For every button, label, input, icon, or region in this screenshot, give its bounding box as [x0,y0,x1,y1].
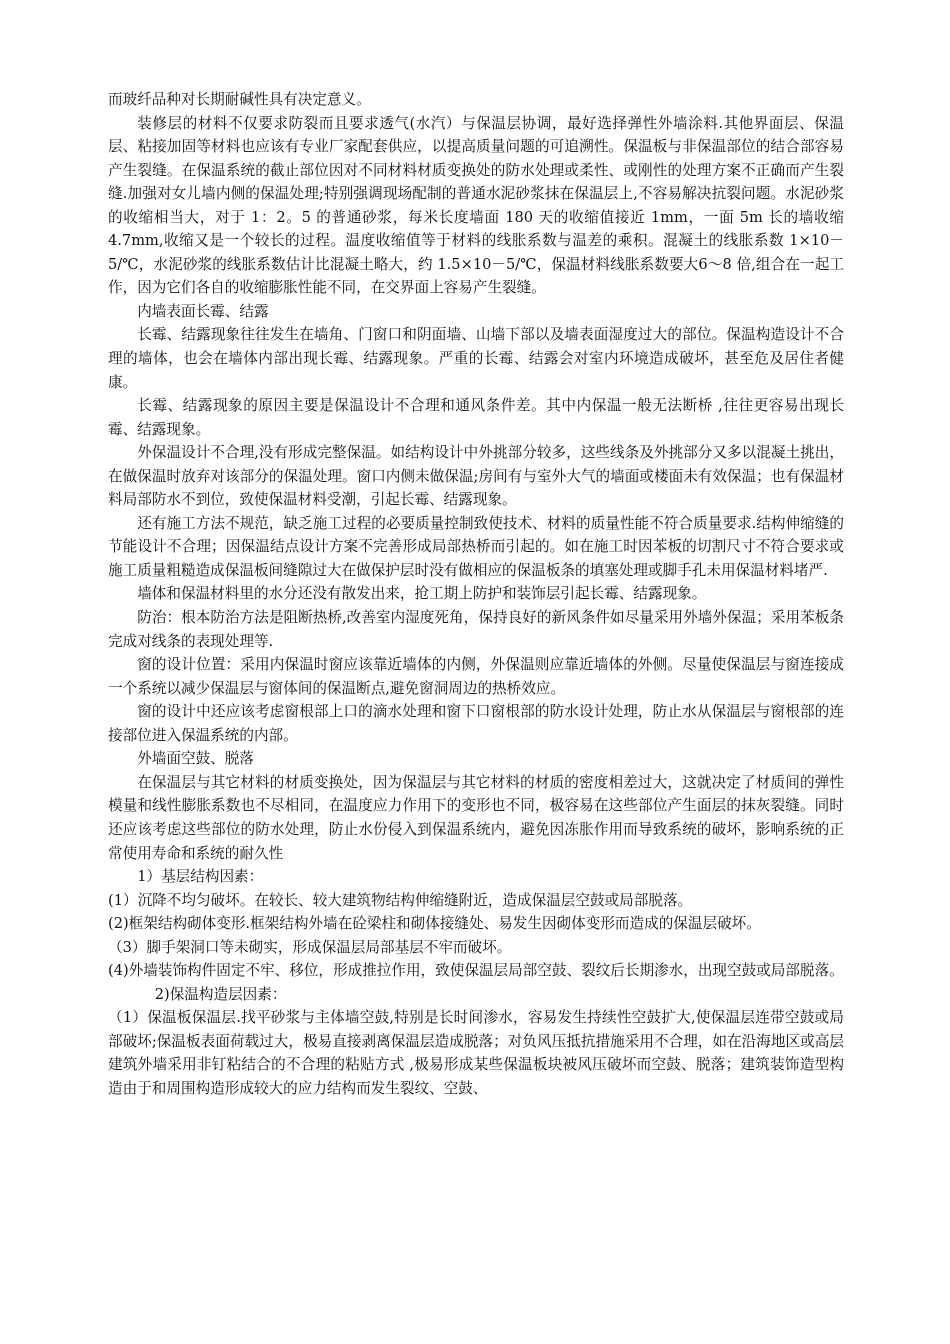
paragraph: 窗的设计中还应该考虑窗根部上口的滴水处理和窗下口窗根部的防水设计处理，防止水从保温层与窗根部的连接部位进入保温系统的内部。 [108,703,844,744]
section-heading: 外墙面空鼓、脱落 [137,750,254,768]
paragraph: 墙体和保温材料里的水分还没有散发出来，抢工期上防护和装饰层引起长霉、结露现象。 [137,585,707,603]
list-item: (2)框架结构砌体变形.框架结构外墙在砼梁柱和砌体接缝处、易发生因砌体变形而造成的保温层破坏。 [108,915,761,933]
list-item: （3）脚手架洞口等未砌实，形成保温层局部基层不牢而破坏。 [108,938,512,956]
paragraph: 长霉、结露现象往往发生在墙角、门窗口和阴面墙、山墙下部以及墙表面湿度过大的部位。保温构造设计不合理的墙体，也会在墙体内部出现长霉、结露现象。严重的长霉、结露会对室内环境造成破坏，甚至危及居住者健康。 [108,326,844,391]
list-item: (1）沉降不均匀破坏。在较长、较大建筑物结构伸缩缝附近，造成保温层空鼓或局部脱落。 [108,891,693,909]
paragraph: 外保温设计不合理,没有形成完整保温。如结构设计中外挑部分较多，这些线条及外挑部分又多以混凝土挑出，在做保温时放弃对该部分的保温处理。窗口内侧未做保温;房间有与室外大气的墙面或楼面未有效保温；也有保温材料局部防水不到位，致使保温材料受潮，引起长霉、结露现象。 [108,444,844,509]
paragraph: 还有施工方法不规范，缺乏施工过程的必要质量控制致使技术、材料的质量性能不符合质量要求.结构伸缩缝的节能设计不合理；因保温结点设计方案不完善形成局部热桥而引起的。如在施工时因苯板的切割尺寸不符合要求或施工质量粗糙造成保温板间缝隙过大在做保护层时没有做相应的保温板条的填塞处理或脚手孔未用保温材料堵严. [108,514,844,579]
section-heading: 内墙表面长霉、结露 [137,302,269,320]
subsection-heading: 2)保温构造层因素： [154,985,287,1003]
list-item: (4)外墙装饰构件固定不牢、移位，形成推拉作用，致使保温层局部空鼓、裂纹后长期渗水，出现空鼓或局部脱落。 [108,962,844,980]
paragraph: 而玻纤品种对长期耐碱性具有决定意义。 [108,91,371,108]
paragraph: 长霉、结露现象的原因主要是保温设计不合理和通风条件差。其中内保温一般无法断桥 ,往往更容易出现长霉、结露现象。 [108,397,844,438]
paragraph: 在保温层与其它材料的材质变换处，因为保温层与其它材料的材质的密度相差过大，这就决定了材质间的弹性模量和线性膨胀系数也不尽相同，在温度应力作用下的变形也不同，极容易在这些部位产生面层的抹灰裂缝。同时还应该考虑这些部位的防水处理，防止水份侵入到保温系统内，避免因冻胀作用而导致系统的破坏，影响系统的正常使用寿命和系统的耐久性 [108,773,844,862]
list-item: （1）保温板保温层.找平砂浆与主体墙空鼓,特别是长时间渗水，容易发生持续性空鼓扩大,使保温层连带空鼓或局部破坏;保温板表面荷载过大，极易直接剥离保温层造成脱落；对负风压抵抗措施采用不合理，如在沿海地区或高层建筑外墙采用非钉粘结合的不合理的粘贴方式 ,极易形成某些保温板块被风压破坏而空鼓、脱落；建筑装饰造型构造由于和周围构造形成较大的应力结构而发生裂纹、空鼓、 [108,1009,844,1097]
paragraph: 防治：根本防治方法是阻断热桥,改善室内湿度死角，保持良好的新风条件如尽量采用外墙外保温；采用苯板条完成对线条的表现处理等. [108,609,844,650]
paragraph: 窗的设计位置：采用内保温时窗应该靠近墙体的内侧，外保温则应靠近墙体的外侧。尽量使保温层与窗连接成一个系统以减少保温层与窗体间的保温断点,避免窗洞周边的热桥效应。 [108,656,844,697]
paragraph: 装修层的材料不仅要求防裂而且要求透气(水汽）与保温层协调，最好选择弹性外墙涂料.其他界面层、保温层、粘接加固等材料也应该有专业厂家配套供应，以提高质量问题的可追溯性。保温板与非保温部位的结合部容易产生裂缝。在保温系统的截止部位因对不同材料材质变换处的防水处理或柔性、或刚性的处理方案不正确而产生裂缝.加强对女儿墙内侧的保温处理;特别强调现场配制的普通水泥砂浆抹在保温层上,不容易解决抗裂问题。水泥砂浆的收缩相当大，对于 1：2。5 的普通砂浆，每米长度墙面 180 天的收缩值接近 1mm，一面 5m 长的墙收缩 4.7mm,收缩又是一个较长的过程。温度收缩值等于材料的线胀系数与温差的乘积。混凝土的线胀系数 1×10－5/℃，水泥砂浆的线胀系数估计比混凝土略大，约 1.5×10－5/℃，保温材料线胀系数要大6～8 倍,组合在一起工作，因为它们各自的收缩膨胀性能不同，在交界面上容易产生裂缝。 [108,114,844,297]
document-body [108,88,844,1101]
subsection-heading: 1）基层结构因素： [137,868,264,886]
